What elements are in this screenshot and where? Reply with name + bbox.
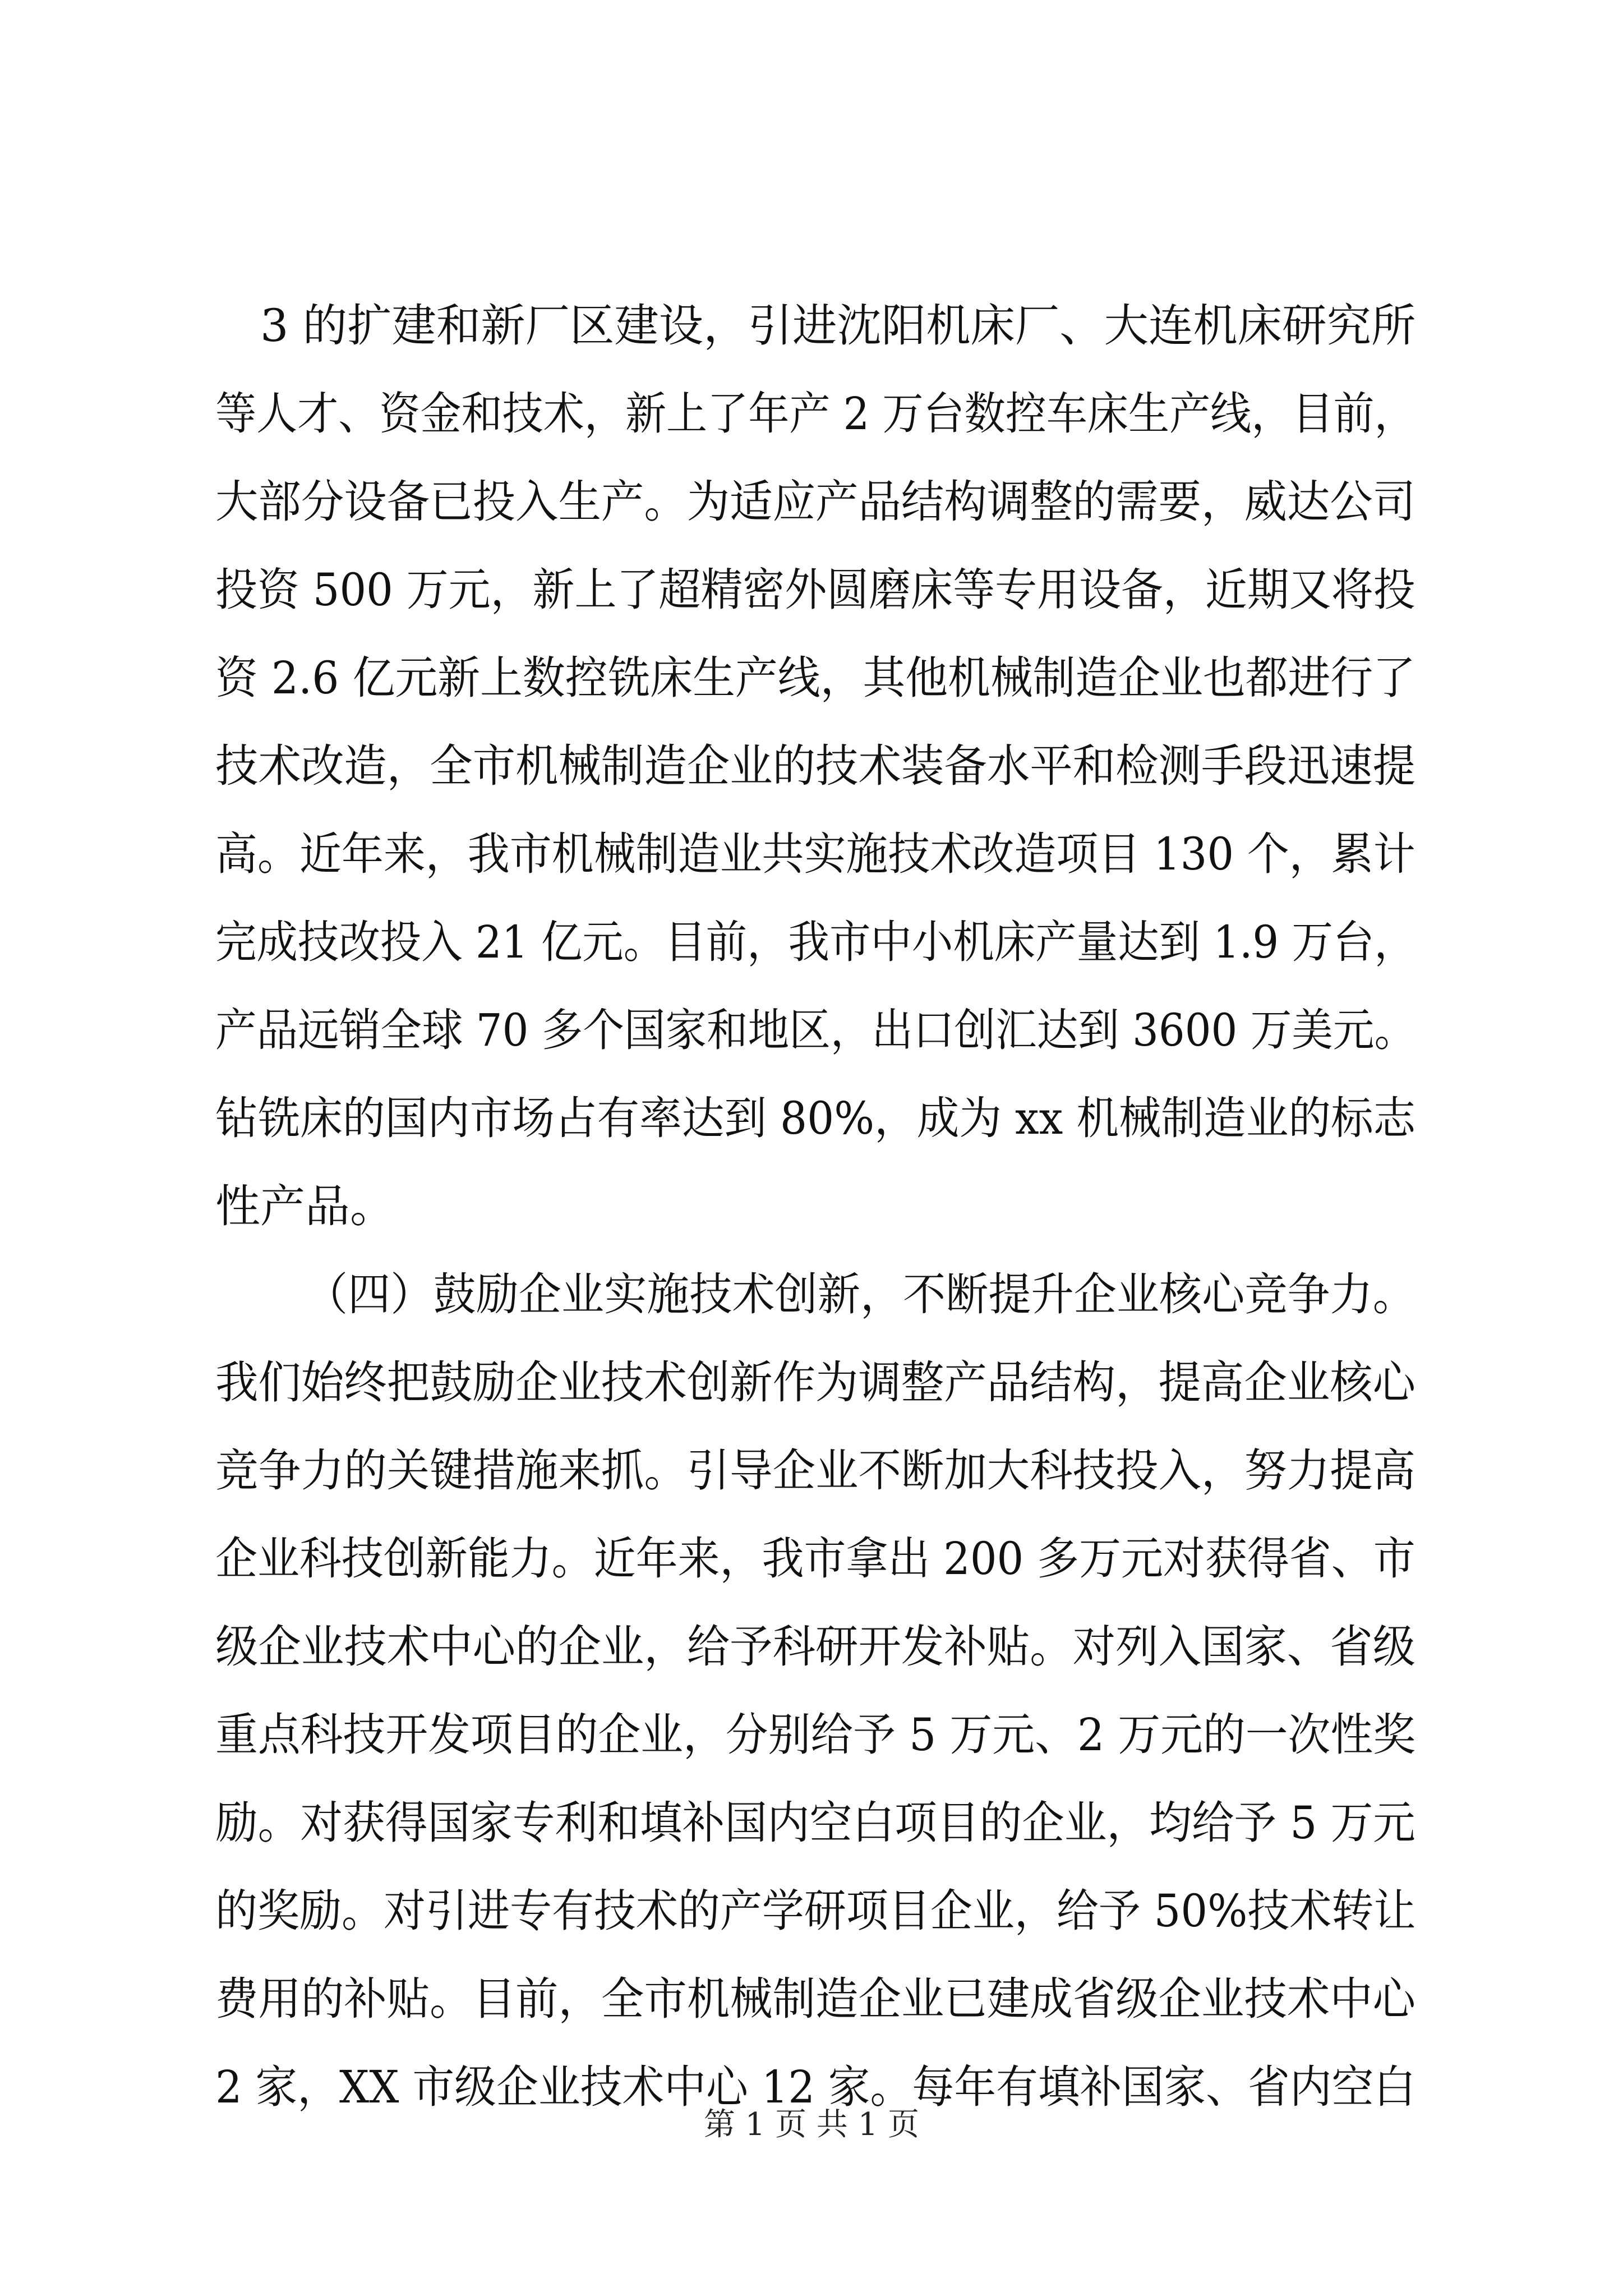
text-line: 大部分设备已投入生产。为适应产品结构调整的需要，威达公司 bbox=[215, 476, 1416, 528]
page-footer: 第 1 页 共 1 页 bbox=[703, 2106, 920, 2143]
text-line: 3 的扩建和新厂区建设，引进沈阳机床厂、大连机床研究所 bbox=[260, 300, 1416, 352]
text-line: 的奖励。对引进专有技术的产学研项目企业，给予 50%技术转让 bbox=[215, 1885, 1416, 1937]
text-line: 技术改造，全市机械制造企业的技术装备水平和检测手段迅速提 bbox=[215, 740, 1416, 792]
text-line: 级企业技术中心的企业，给予科研开发补贴。对列入国家、省级 bbox=[215, 1621, 1416, 1673]
text-line: 2 家，XX 市级企业技术中心 12 家。每年有填补国家、省内空白 bbox=[215, 2061, 1416, 2113]
text-line: 资 2.6 亿元新上数控铣床生产线，其他机械制造企业也都进行了 bbox=[215, 652, 1415, 704]
text-line: 钻铣床的国内市场占有率达到 80%，成为 xx 机械制造业的标志 bbox=[215, 1092, 1416, 1144]
text-line: 完成技改投入 21 亿元。目前，我市中小机床产量达到 1.9 万台， bbox=[215, 916, 1415, 968]
text-line: 等人才、资金和技术，新上了年产 2 万台数控车床生产线，目前， bbox=[215, 388, 1415, 440]
text-line: 竞争力的关键措施来抓。引导企业不断加大科技投入，努力提高 bbox=[215, 1444, 1416, 1497]
text-line: 励。对获得国家专利和填补国内空白项目的企业，均给予 5 万元 bbox=[215, 1797, 1415, 1849]
text-line: 费用的补贴。目前，全市机械制造企业已建成省级企业技术中心 bbox=[215, 1973, 1416, 2025]
text-line: 产品远销全球 70 多个国家和地区，出口创汇达到 3600 万美元。 bbox=[215, 1004, 1416, 1056]
text-line: 我们始终把鼓励企业技术创新作为调整产品结构，提高企业核心 bbox=[215, 1356, 1416, 1409]
text-line: 企业科技创新能力。近年来，我市拿出 200 多万元对获得省、市 bbox=[215, 1533, 1415, 1585]
text-line: 投资 500 万元，新上了超精密外圆磨床等专用设备，近期又将投 bbox=[215, 564, 1415, 616]
text-line: 重点科技开发项目的企业，分别给予 5 万元、2 万元的一次性奖 bbox=[215, 1709, 1415, 1761]
text-line: 高。近年来，我市机械制造业共实施技术改造项目 130 个，累计 bbox=[215, 828, 1415, 880]
text-line: 性产品。 bbox=[215, 1180, 395, 1232]
section-heading: （四）鼓励企业实施技术创新，不断提升企业核心竞争力。 bbox=[305, 1268, 1415, 1320]
